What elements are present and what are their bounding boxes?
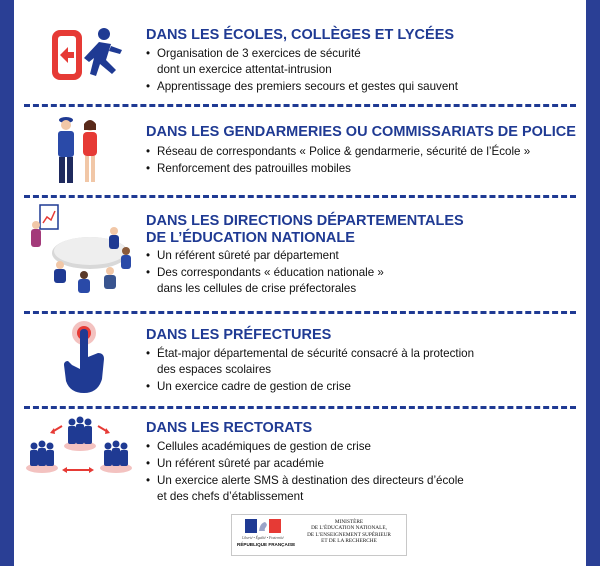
ministere-line: ET DE LA RECHERCHE	[321, 538, 377, 545]
section-prefectures-title	[146, 327, 578, 344]
bullet-line: Un référent sûreté par académie	[157, 457, 324, 470]
section-gendarmeries	[14, 108, 586, 192]
section-rectorats-title	[146, 420, 578, 437]
section-gendarmeries-bullets	[146, 144, 580, 178]
section-rectorats-bullets	[146, 439, 580, 506]
list-item	[146, 144, 580, 160]
bullet-line: Cellules académiques de gestion de crise	[157, 440, 371, 453]
section-ecoles-bullets	[146, 46, 580, 96]
list-item	[146, 456, 580, 472]
republique-francaise-logo	[237, 519, 296, 551]
section-rectorats	[14, 410, 586, 510]
bullet-line: des espaces scolaires	[157, 363, 272, 376]
title-line: DANS LES ÉCOLES, COLLÈGES ET LYCÉES	[146, 27, 455, 43]
bullet-line: dans les cellules de crise préfectorales	[157, 282, 357, 295]
list-item	[146, 161, 580, 177]
section-directions-title	[146, 213, 578, 247]
bullet-line: Un exercice alerte SMS à destination des directeurs d’école	[157, 474, 464, 487]
section-gendarmeries-title	[146, 124, 578, 141]
section-ecoles	[14, 0, 586, 104]
bullet-line: Un exercice cadre de gestion de crise	[157, 380, 351, 393]
ministry-logo	[231, 514, 407, 556]
bullet-line: Réseau de correspondants « Police & gendarmerie, sécurité de l’École »	[157, 145, 531, 158]
infographic-card	[14, 0, 586, 566]
police-officer-and-woman-icon	[18, 112, 136, 192]
list-item	[146, 346, 580, 378]
list-item	[146, 265, 580, 297]
list-item	[146, 79, 580, 95]
title-line: DANS LES RECTORATS	[146, 420, 313, 436]
list-item	[146, 473, 580, 505]
bullet-line: et des chefs d’établissement	[157, 490, 304, 503]
title-line: DE L’ÉDUCATION NATIONALE	[146, 230, 355, 246]
section-prefectures-bullets	[146, 346, 580, 396]
list-item	[146, 46, 580, 78]
list-item	[146, 248, 580, 264]
section-divider	[24, 311, 576, 314]
list-item	[146, 439, 580, 455]
title-line: DANS LES DIRECTIONS DÉPARTEMENTALES	[146, 213, 464, 229]
title-line: DANS LES GENDARMERIES OU COMMISSARIATS DE POLICE	[146, 124, 576, 140]
republique-motto: Liberté • Égalité • Fraternité	[242, 536, 284, 540]
ministere-line: DE L’ENSEIGNEMENT SUPÉRIEUR	[307, 531, 391, 538]
emergency-exit-running-person-icon	[18, 24, 136, 104]
bullet-line: Apprentissage des premiers secours et gestes qui sauvent	[157, 80, 458, 93]
title-line: DANS LES PRÉFECTURES	[146, 327, 332, 343]
bullet-line: Organisation de 3 exercices de sécurité	[157, 47, 361, 60]
ministere-line: DE L’ÉDUCATION NATIONALE,	[311, 525, 387, 532]
section-divider	[24, 104, 576, 107]
marianne-flag-icon	[245, 519, 281, 533]
finger-pressing-button-icon	[18, 317, 136, 397]
bullet-line: Des correspondants « éducation nationale »	[157, 266, 384, 279]
bullet-line: dont un exercice attentat-intrusion	[157, 63, 332, 76]
bullet-line: État-major départemental de sécurité consacré à la protection	[157, 347, 475, 360]
ministere-name	[296, 519, 402, 545]
bullet-line: Renforcement des patrouilles mobiles	[157, 162, 351, 175]
republique-name: RÉPUBLIQUE FRANÇAISE	[237, 542, 296, 547]
list-item	[146, 379, 580, 395]
section-directions-bullets	[146, 248, 580, 298]
section-ecoles-title	[146, 27, 578, 44]
section-prefectures	[14, 315, 586, 406]
section-directions	[14, 199, 586, 310]
bullet-line: Un référent sûreté par département	[157, 249, 339, 262]
ministere-line: MINISTÈRE	[334, 519, 364, 525]
meeting-table-icon	[18, 201, 136, 301]
section-divider	[24, 195, 576, 198]
section-divider	[24, 406, 576, 409]
people-groups-network-icon	[18, 412, 136, 498]
